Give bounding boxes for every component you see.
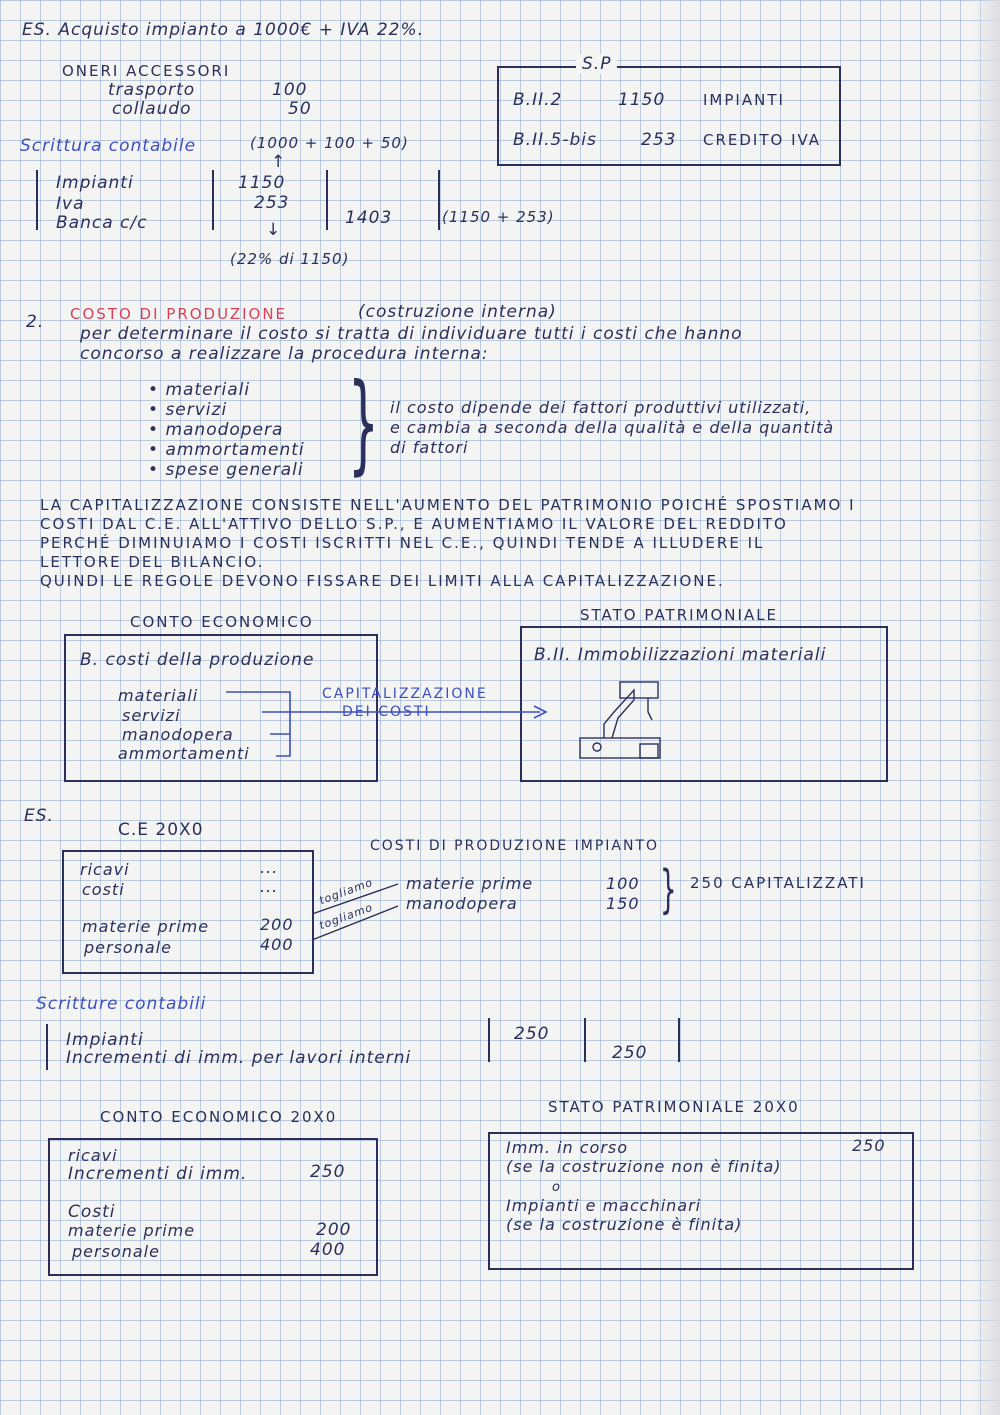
ce-item: materiali (118, 686, 199, 705)
ce-mini-row: costi (82, 880, 125, 899)
arrow-label: DEI COSTI (342, 704, 431, 720)
avere-value: 1403 (345, 208, 393, 228)
costi-value: 150 (606, 894, 640, 913)
bracket-line (262, 712, 290, 734)
ce3-ricavi: ricavi (68, 1146, 118, 1165)
sp-row-desc: IMPIANTI (703, 91, 785, 109)
brace-icon: } (660, 860, 677, 920)
arrow-up-icon: ↑ (271, 152, 287, 172)
ce3-row: personale (72, 1242, 160, 1261)
sp3-title: STATO PATRIMONIALE 20X0 (548, 1098, 800, 1116)
calc-bottom: (22% di 1150) (230, 250, 350, 268)
sp-label: S.P (576, 54, 617, 74)
section-title: COSTO DI PRODUZIONE (70, 305, 288, 323)
sp3-value: 250 (852, 1136, 886, 1155)
oneri-title: ONERI ACCESSORI (62, 62, 231, 80)
es-label: ES. (24, 806, 54, 826)
factors-note: e cambia a seconda della qualità e della quantità (390, 418, 835, 437)
sp-row-value: 1150 (618, 90, 666, 110)
ce3-title: CONTO ECONOMICO 20X0 (100, 1108, 338, 1126)
entry: Impianti (66, 1030, 144, 1050)
dare-value: 250 (514, 1024, 550, 1044)
arrow-label: CAPITALIZZAZIONE (322, 686, 488, 702)
calc-top: (1000 + 100 + 50) (250, 134, 409, 152)
ce3-row: materie prime (68, 1221, 196, 1240)
capital-text: COSTI DAL C.E. ALL'ATTIVO DELLO S.P., E AUMENTIAMO IL VALORE DEL REDDITO (40, 515, 788, 533)
togliamo-label: togliamo (317, 875, 375, 908)
entry: Banca c/c (56, 213, 148, 233)
ce-mini-value: 200 (260, 915, 294, 934)
ce3-costi: Costi (68, 1202, 116, 1222)
costi-total: 250 CAPITALIZZATI (690, 874, 866, 892)
sp3-line: (se la costruzione non è finita) (506, 1157, 782, 1176)
journal-line (46, 1024, 48, 1070)
ce-mini-row: materie prime (82, 917, 210, 936)
costi-row: manodopera (406, 894, 518, 913)
togliamo-label: togliamo (317, 900, 375, 933)
dare-value: 253 (254, 193, 290, 213)
factors-note: il costo dipende dei fattori produttivi utilizzati, (390, 398, 812, 417)
journal-line (584, 1018, 586, 1062)
journal-line (678, 1018, 680, 1062)
ce-item: servizi (122, 706, 181, 725)
ex1-title: ES. Acquisto impianto a 1000€ + IVA 22%. (22, 20, 425, 40)
entry: Iva (56, 194, 85, 214)
machine-icon (580, 682, 660, 758)
collaudo-value: 50 (288, 99, 312, 119)
ce-mini-value: 400 (260, 935, 294, 954)
ce-mini-row: personale (84, 938, 172, 957)
section-number: 2. (26, 312, 45, 332)
ce-mini-value: ... (260, 877, 279, 896)
ce3-value: 400 (310, 1240, 346, 1260)
entry: Incrementi di imm. per lavori interni (66, 1048, 412, 1068)
brace-icon: } (348, 361, 379, 486)
section-subtitle: (costruzione interna) (358, 302, 557, 322)
sp3-line: Imm. in corso (506, 1138, 629, 1157)
section-line: per determinare il costo si tratta di individuare tutti i costi che hanno (80, 324, 743, 344)
sp3-line: Impianti e macchinari (506, 1196, 702, 1215)
sp-row-code: B.II.5-bis (513, 130, 597, 150)
factors-note: di fattori (390, 438, 469, 457)
costi-value: 100 (606, 874, 640, 893)
factor-item: • servizi (148, 400, 228, 420)
ce-title: CONTO ECONOMICO (130, 613, 314, 631)
capital-text: LA CAPITALIZZAZIONE CONSISTE NELL'AUMENTO DEL PATRIMONIO POICHÉ SPOSTIAMO I (40, 496, 856, 514)
capital-text: LETTORE DEL BILANCIO. (40, 553, 265, 571)
ce-item: ammortamenti (118, 744, 250, 763)
factor-item: • manodopera (148, 420, 284, 440)
capital-text: PERCHÉ DIMINUIAMO I COSTI ISCRITTI NEL C.E., QUINDI TENDE A ILLUDERE IL (40, 534, 765, 552)
ce3-value: 200 (316, 1220, 352, 1240)
ce3-incr-value: 250 (310, 1162, 346, 1182)
sp-row-desc: CREDITO IVA (703, 131, 822, 149)
sp-row-value: 253 (641, 130, 677, 150)
dare-value: 1150 (238, 173, 286, 193)
sp-diagram-title: STATO PATRIMONIALE (580, 606, 779, 624)
sp-row-code: B.II.2 (513, 90, 563, 110)
capital-text: QUINDI LE REGOLE DEVONO FISSARE DEI LIMITI ALLA CAPITALIZZAZIONE. (40, 572, 725, 590)
bracket-line (226, 692, 290, 756)
section-line: concorso a realizzare la procedura interna: (80, 344, 489, 364)
ce-item: manodopera (122, 725, 234, 744)
journal-line (488, 1018, 490, 1062)
costi-row: materie prime (406, 874, 534, 893)
trasporto-label: trasporto (108, 80, 196, 100)
sp3-line: o (552, 1180, 561, 1195)
ce-mini-row: ricavi (80, 860, 130, 879)
factor-item: • ammortamenti (148, 440, 305, 460)
factor-item: • materiali (148, 380, 251, 400)
ce3-incr-label: Incrementi di imm. (68, 1164, 248, 1184)
ce-mini-value: ... (260, 858, 279, 877)
collaudo-label: collaudo (112, 99, 192, 119)
sp3-line: (se la costruzione è finita) (506, 1215, 743, 1234)
trasporto-value: 100 (272, 80, 308, 100)
avere-note: (1150 + 253) (442, 208, 555, 226)
scritture-label: Scritture contabili (36, 994, 207, 1014)
sp-diagram-heading: B.II. Immobilizzazioni materiali (534, 645, 827, 665)
ce-heading: B. costi della produzione (80, 650, 315, 670)
scrittura-label: Scrittura contabile (20, 136, 197, 156)
factor-item: • spese generali (148, 460, 304, 480)
avere-value: 250 (612, 1043, 648, 1063)
arrow-down-icon: ↓ (266, 220, 282, 240)
costi-title: COSTI DI PRODUZIONE IMPIANTO (370, 838, 660, 854)
ce2-mini-title: C.E 20X0 (118, 820, 204, 840)
entry: Impianti (56, 173, 134, 193)
